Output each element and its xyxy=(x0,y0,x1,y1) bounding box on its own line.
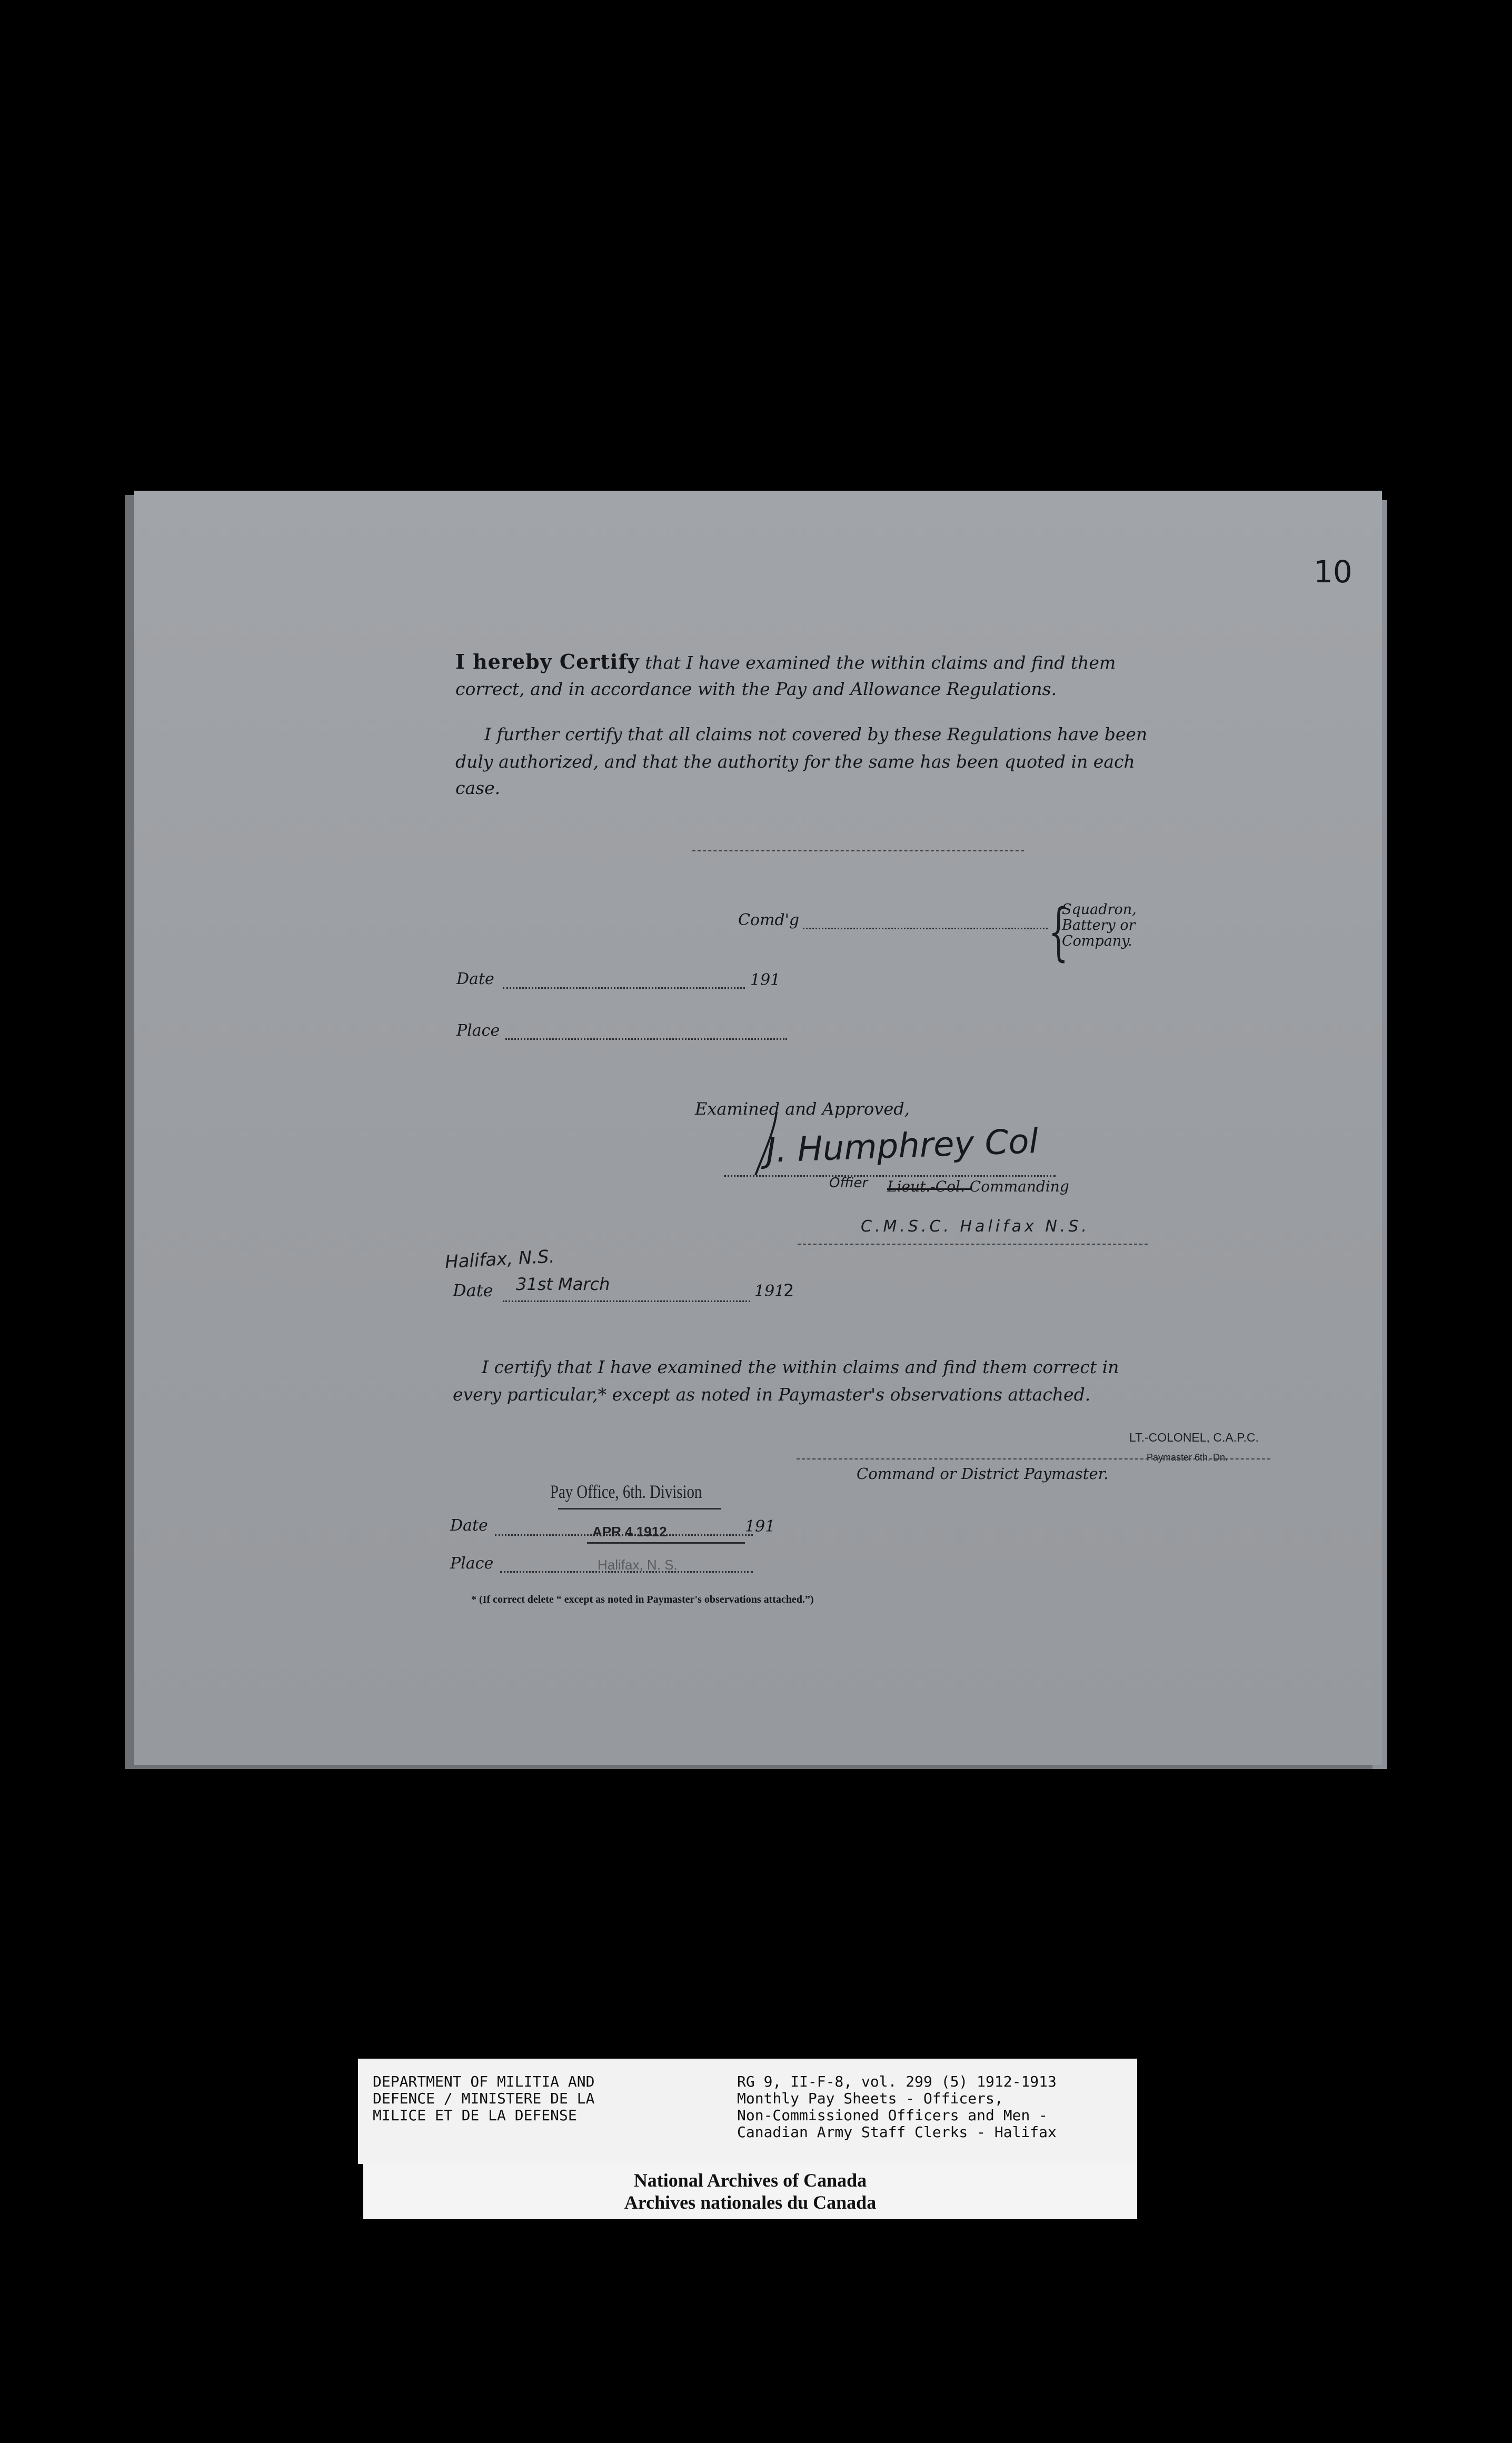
department-block xyxy=(373,2073,594,2124)
unit-line xyxy=(798,1244,1148,1245)
year-suffix-handwritten: 2 xyxy=(783,1280,794,1300)
footnote: * (If correct delete “ except as noted in Paymaster's observations attached.”) xyxy=(471,1594,814,1605)
ref-line-1: RG 9, II-F-8, vol. 299 (5) 1912-1913 xyxy=(737,2073,1057,2090)
date-label-1: Date xyxy=(456,970,494,988)
ref-line-4: Canadian Army Staff Clerks - Halifax xyxy=(737,2123,1057,2141)
year-prefix-1: 191 xyxy=(750,971,781,989)
ref-line-3: Non-Commissioned Officers and Men - xyxy=(737,2107,1048,2124)
page-number: 10 xyxy=(1314,554,1352,590)
pay-office-stamp: Pay Office, 6th. Division xyxy=(550,1481,702,1502)
paymaster-cert-line-1: I certify that I have examined the within claims and find them correct in xyxy=(482,1357,1119,1377)
archive-reference-label xyxy=(358,2059,1137,2164)
officer-handwritten: Offier xyxy=(829,1175,868,1191)
comdg-label: Comd'g xyxy=(738,911,800,929)
further-certify-line-1: I further certify that all claims not covered by these Regulations have been xyxy=(484,724,1148,744)
certify-heading: I hereby Certify xyxy=(455,650,640,673)
date-label-2: Date xyxy=(453,1280,493,1300)
date-line-2 xyxy=(503,1300,750,1302)
rank-stamp: LT.-COLONEL, C.A.P.C. xyxy=(1129,1431,1259,1444)
place-handwritten: Halifax, N.S. xyxy=(444,1246,555,1273)
place-label-1: Place xyxy=(456,1021,500,1040)
nac-french: Archives nationales du Canada xyxy=(624,2192,877,2213)
commanding-line xyxy=(724,1175,1056,1177)
date-label-3: Date xyxy=(450,1516,488,1535)
examined-approved-label: Examined and Approved, xyxy=(695,1099,910,1119)
place-stamp: Halifax, N. S. xyxy=(598,1557,678,1573)
comdg-line xyxy=(803,928,1048,929)
officer-signature-line xyxy=(692,850,1024,851)
national-archives-label xyxy=(363,2164,1137,2219)
pay-sheet-page xyxy=(134,491,1382,1765)
stamp-underline-2 xyxy=(587,1542,745,1544)
lieut-col-commanding-text: Lieut.-Col. Commanding xyxy=(887,1178,1069,1195)
date-line-1 xyxy=(503,987,745,989)
lieut-col-strike xyxy=(887,1188,971,1190)
ref-line-2: Monthly Pay Sheets - Officers, xyxy=(737,2090,1003,2107)
year-prefix-2: 191 xyxy=(754,1282,785,1300)
paymaster-cert-line-2: every particular,* except as noted in Paymaster's observations attached. xyxy=(453,1384,1091,1405)
reference-block xyxy=(737,2073,1057,2141)
further-certify-line-2: duly authorized, and that the authority for the same has been quoted in each xyxy=(455,751,1135,772)
date-stamp: APR 4 1912 xyxy=(592,1524,667,1540)
certify-line-2: correct, and in accordance with the Pay and Allowance Regulations. xyxy=(455,679,1057,699)
place-label-3: Place xyxy=(450,1554,494,1573)
unit-handwritten: C.M.S.C. Halifax N.S. xyxy=(861,1217,1090,1236)
place-line-1 xyxy=(505,1038,787,1040)
unit-brace: { xyxy=(1048,895,1069,968)
dept-line-1: DEPARTMENT OF MILITIA AND xyxy=(373,2073,595,2090)
lieut-col-commanding-label xyxy=(887,1178,1069,1195)
paymaster-label: Command or District Paymaster. xyxy=(857,1465,1109,1483)
further-certify-line-3: case. xyxy=(455,778,501,798)
year-prefix-3: 191 xyxy=(745,1517,775,1536)
commanding-officer-signature: J. Humphrey Col xyxy=(765,1121,1039,1171)
role-stamp: Paymaster 6th. Dn. xyxy=(1147,1452,1228,1463)
brace-battery: Battery or xyxy=(1062,917,1136,933)
brace-squadron: Squadron, xyxy=(1062,901,1137,918)
stamp-underline xyxy=(558,1508,721,1510)
dept-line-2: DEFENCE / MINISTERE DE LA xyxy=(373,2090,595,2107)
nac-english: National Archives of Canada xyxy=(633,2170,867,2191)
date-handwritten: 31st March xyxy=(516,1274,610,1294)
certify-line-1 xyxy=(455,649,1116,676)
brace-company: Company. xyxy=(1062,933,1132,949)
dept-line-3: MILICE ET DE LA DEFENSE xyxy=(373,2107,577,2124)
certify-line-1-text: that I have examined the within claims and find them xyxy=(645,652,1116,673)
signature-stroke xyxy=(745,1107,787,1180)
